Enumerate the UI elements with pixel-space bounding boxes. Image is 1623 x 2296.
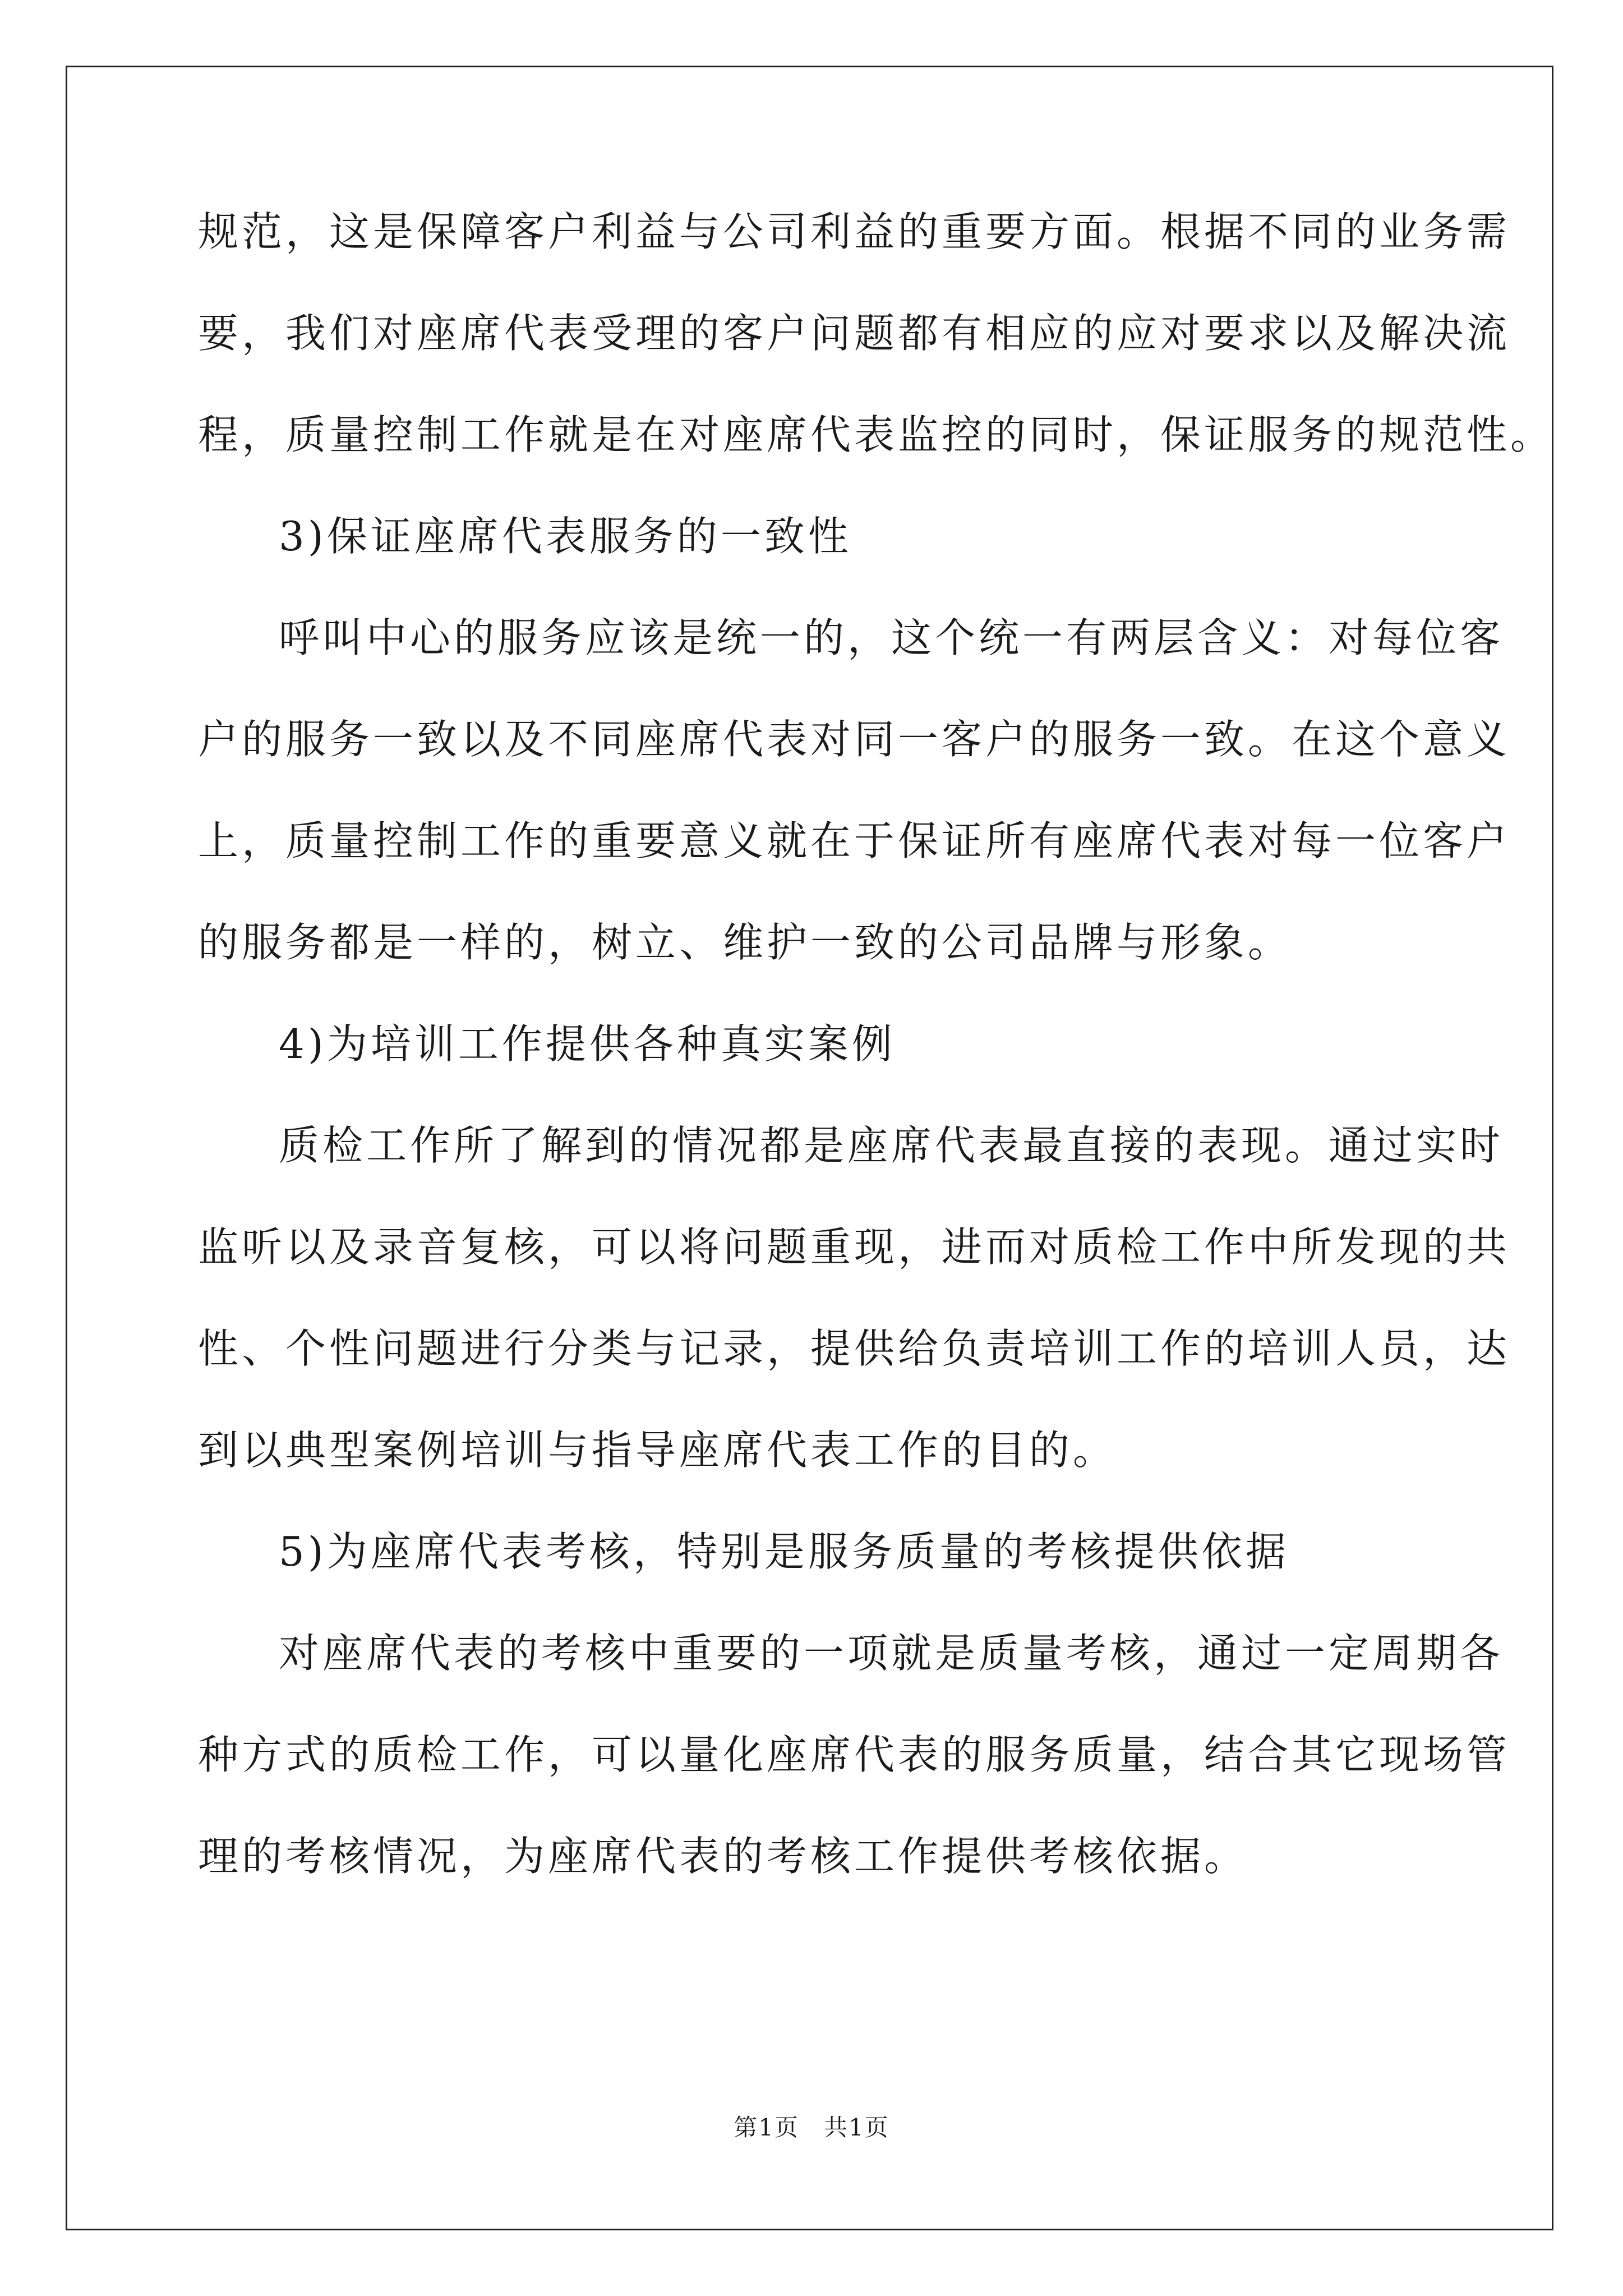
text-line: 质检工作所了解到的情况都是座席代表最直接的表现。通过实时 <box>279 1122 1504 1169</box>
section-heading: 4)为培训工作提供各种真实案例 <box>279 1020 896 1068</box>
text-line: 种方式的质检工作，可以量化座席代表的服务质量，结合其它现场管 <box>198 1731 1511 1778</box>
text-line: 要，我们对座席代表受理的客户问题都有相应的应对要求以及解决流 <box>198 310 1511 357</box>
text-line: 的服务都是一样的，树立、维护一致的公司品牌与形象。 <box>198 919 1292 966</box>
text-line: 对座席代表的考核中重要的一项就是质量考核，通过一定周期各 <box>279 1630 1504 1677</box>
page-number-footer: 第1页 共1页 <box>734 2114 889 2141</box>
text-line: 呼叫中心的服务应该是统一的，这个统一有两层含义：对每位客 <box>279 614 1504 661</box>
text-line: 性、个性问题进行分类与记录，提供给负责培训工作的培训人员，达 <box>198 1325 1511 1372</box>
text-line: 上，质量控制工作的重要意义就在于保证所有座席代表对每一位客户 <box>198 817 1511 864</box>
text-line: 程，质量控制工作就是在对座席代表监控的同时，保证服务的规范性。 <box>198 411 1555 458</box>
text-line: 到以典型案例培训与指导座席代表工作的目的。 <box>198 1427 1117 1474</box>
text-line: 规范，这是保障客户利益与公司利益的重要方面。根据不同的业务需 <box>198 208 1511 255</box>
text-line: 理的考核情况，为座席代表的考核工作提供考核依据。 <box>198 1833 1248 1880</box>
text-line: 户的服务一致以及不同座席代表对同一客户的服务一致。在这个意义 <box>198 716 1511 763</box>
section-heading: 5)为座席代表考核，特别是服务质量的考核提供依据 <box>279 1528 1289 1575</box>
text-line: 监听以及录音复核，可以将问题重现，进而对质检工作中所发现的共 <box>198 1223 1511 1271</box>
document-body <box>198 208 1555 1936</box>
section-heading: 3)保证座席代表服务的一致性 <box>279 513 852 560</box>
